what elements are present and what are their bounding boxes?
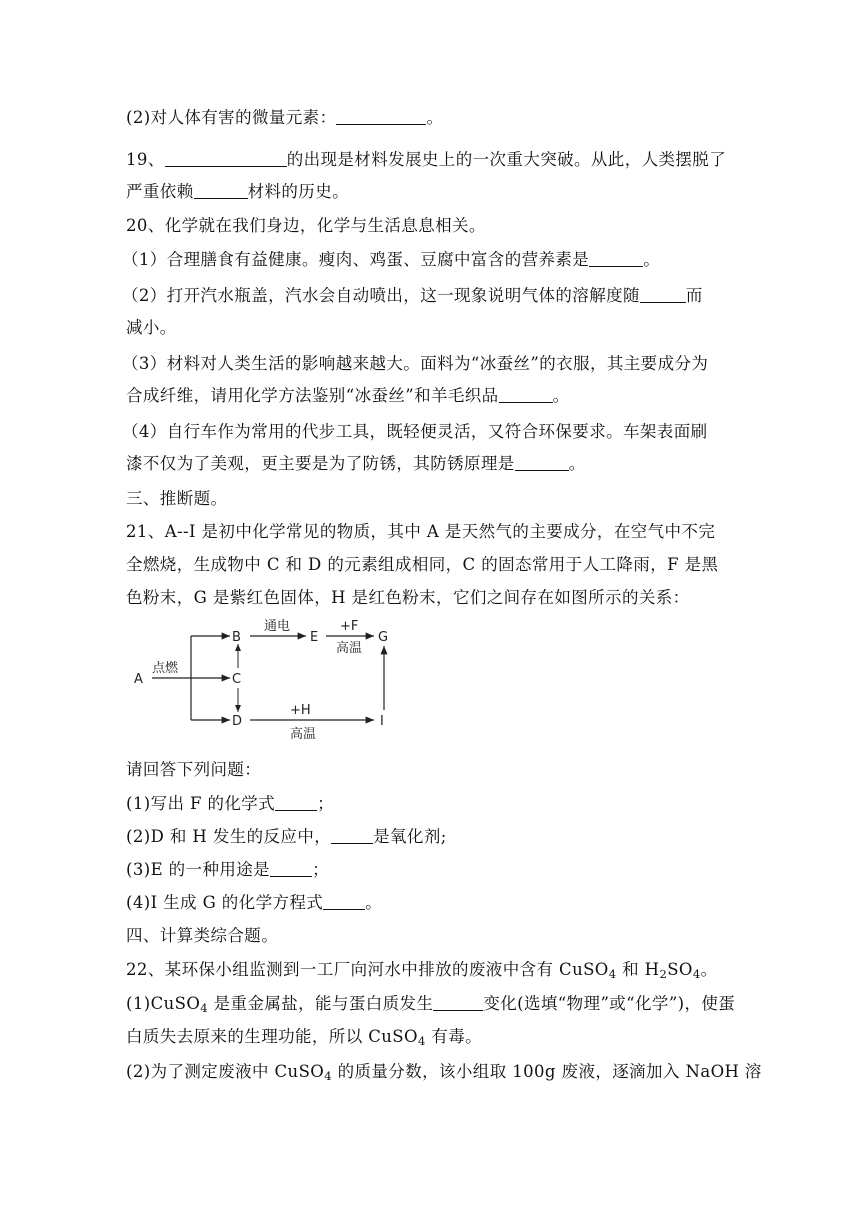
answer-blank[interactable] [194,182,248,200]
text: (1)CuSO [126,994,201,1013]
text: 白质失去原来的生理功能，所以 CuSO [126,1027,418,1046]
q21-line2: 全燃烧，生成物中 C 和 D 的元素组成相同，C 的固态常用于人工降雨，F 是黑 [126,555,719,574]
q21-sub2 [126,823,447,847]
text: 漆不仅为了美观，更主要是为了防锈，其防锈原理是 [126,454,515,473]
node-c: C [232,672,242,687]
answer-blank[interactable] [323,893,365,911]
answer-blank[interactable] [640,286,686,304]
node-e: E [310,630,319,645]
subscript: 4 [324,1068,332,1083]
q20-part4-line1: （4）自行车作为常用的代步工具，既轻便灵活，又符合环保要求。车架表面刷 [122,422,708,441]
label-plus-f: +F [340,619,359,634]
text: 22、某环保小组监测到一工厂向河水中排放的废液中含有 CuSO [126,960,609,979]
text: 合成纤维，请用化学方法鉴别“冰蚕丝”和羊毛织品 [126,386,499,405]
node-g: G [378,630,389,645]
text: ； [312,860,329,879]
subscript: 4 [200,1000,209,1015]
answer-blank[interactable] [499,386,553,404]
q19-line2 [126,178,349,202]
section-3-heading: 三、推断题。 [126,489,228,508]
text: (2)D 和 H 发生的反应中， [126,827,332,846]
q20-part3-line1: （3）材料对人类生活的影响越来越大。面料为“冰蚕丝”的衣服，其主要成分为 [122,354,709,373]
subscript: 2 [659,966,668,981]
label-high-temp-2: 高温 [290,727,317,742]
subscript: 4 [692,966,701,981]
label-high-temp-1: 高温 [336,641,363,656]
text: 是重金属盐，能与蛋白质发生 [208,994,434,1013]
text: 。 [568,454,586,473]
answer-blank[interactable] [165,150,287,168]
q20-part4-line2 [126,450,586,474]
q21-line3: 色粉末，G 是紫红色固体，H 是红色粉末，它们之间存在如图所示的关系： [126,588,690,607]
q22-sub2-line1 [126,1058,762,1082]
q21-sub3 [126,856,329,880]
text: (2)对人体有害的微量元素： [126,108,337,127]
text: (3)E 的一种用途是 [126,860,271,879]
label-plus-h: +H [290,703,311,718]
answer-blank[interactable] [515,454,569,472]
text: 的出现是材料发展史上的一次重大突破。从此，人类摆脱了 [286,150,727,169]
text: （2）打开汽水瓶盖，汽水会自动喷出，这一现象说明气体的溶解度随 [122,286,640,305]
label-electrolysis: 通电 [264,619,291,634]
q18-sub2-line [126,104,443,128]
node-i: I [380,714,384,729]
section-4-heading: 四、计算类综合题。 [126,926,279,945]
text: 和 H [616,960,660,979]
text: (4)I 生成 G 的化学方程式 [126,893,324,912]
q21-sub4 [126,889,382,913]
text: 而 [685,286,703,305]
q21-line1: 21、A--I 是初中化学常见的物质，其中 A 是天然气的主要成分，在空气中不完 [126,522,716,541]
text: 。 [365,893,383,912]
q20-stem: 20、化学就在我们身边，化学与生活息息相关。 [126,216,486,235]
question-number: 19、 [126,150,165,169]
text: 。 [426,108,444,127]
text: 。 [643,250,661,269]
q20-part2-line1 [122,282,703,306]
text: 有毒。 [425,1027,483,1046]
text: (1)写出 F 的化学式 [126,794,276,813]
q22-stem [126,956,718,980]
text: 是氧化剂; [373,827,447,846]
answer-blank[interactable] [331,827,373,845]
text: 变化(选填“物理”或“化学”)，使蛋 [483,994,736,1013]
q22-sub1-line1 [126,990,735,1014]
answer-blank[interactable] [589,250,643,268]
answer-blank[interactable] [275,794,317,812]
questions-prompt: 请回答下列问题： [126,760,262,779]
text: (2)为了测定废液中 CuSO [126,1062,325,1081]
answer-blank[interactable] [433,994,483,1012]
text: 严重依赖 [126,182,194,201]
answer-blank[interactable] [270,860,312,878]
text: 材料的历史。 [247,182,350,201]
subscript: 4 [608,966,617,981]
text: SO [667,960,693,979]
text: （1）合理膳食有益健康。瘦肉、鸡蛋、豆腐中富含的营养素是 [122,250,590,269]
node-b: B [232,630,241,645]
node-d: D [232,714,243,729]
label-ignite: 点燃 [152,661,179,676]
node-a: A [134,672,143,687]
answer-blank[interactable] [336,108,426,126]
q20-part1 [122,246,660,270]
text: 。 [552,386,570,405]
text: 。 [700,960,718,979]
text: ； [317,794,335,813]
q19-line1 [126,146,726,170]
q20-part2-line2: 减小。 [126,318,177,337]
text: 的质量分数，该小组取 100g 废液，逐滴加入 NaOH 溶 [331,1062,762,1081]
q21-sub1 [126,790,334,814]
subscript: 4 [417,1033,426,1048]
q22-sub1-line2 [126,1023,482,1047]
reaction-flow-diagram [130,616,410,746]
q20-part3-line2 [126,382,569,406]
